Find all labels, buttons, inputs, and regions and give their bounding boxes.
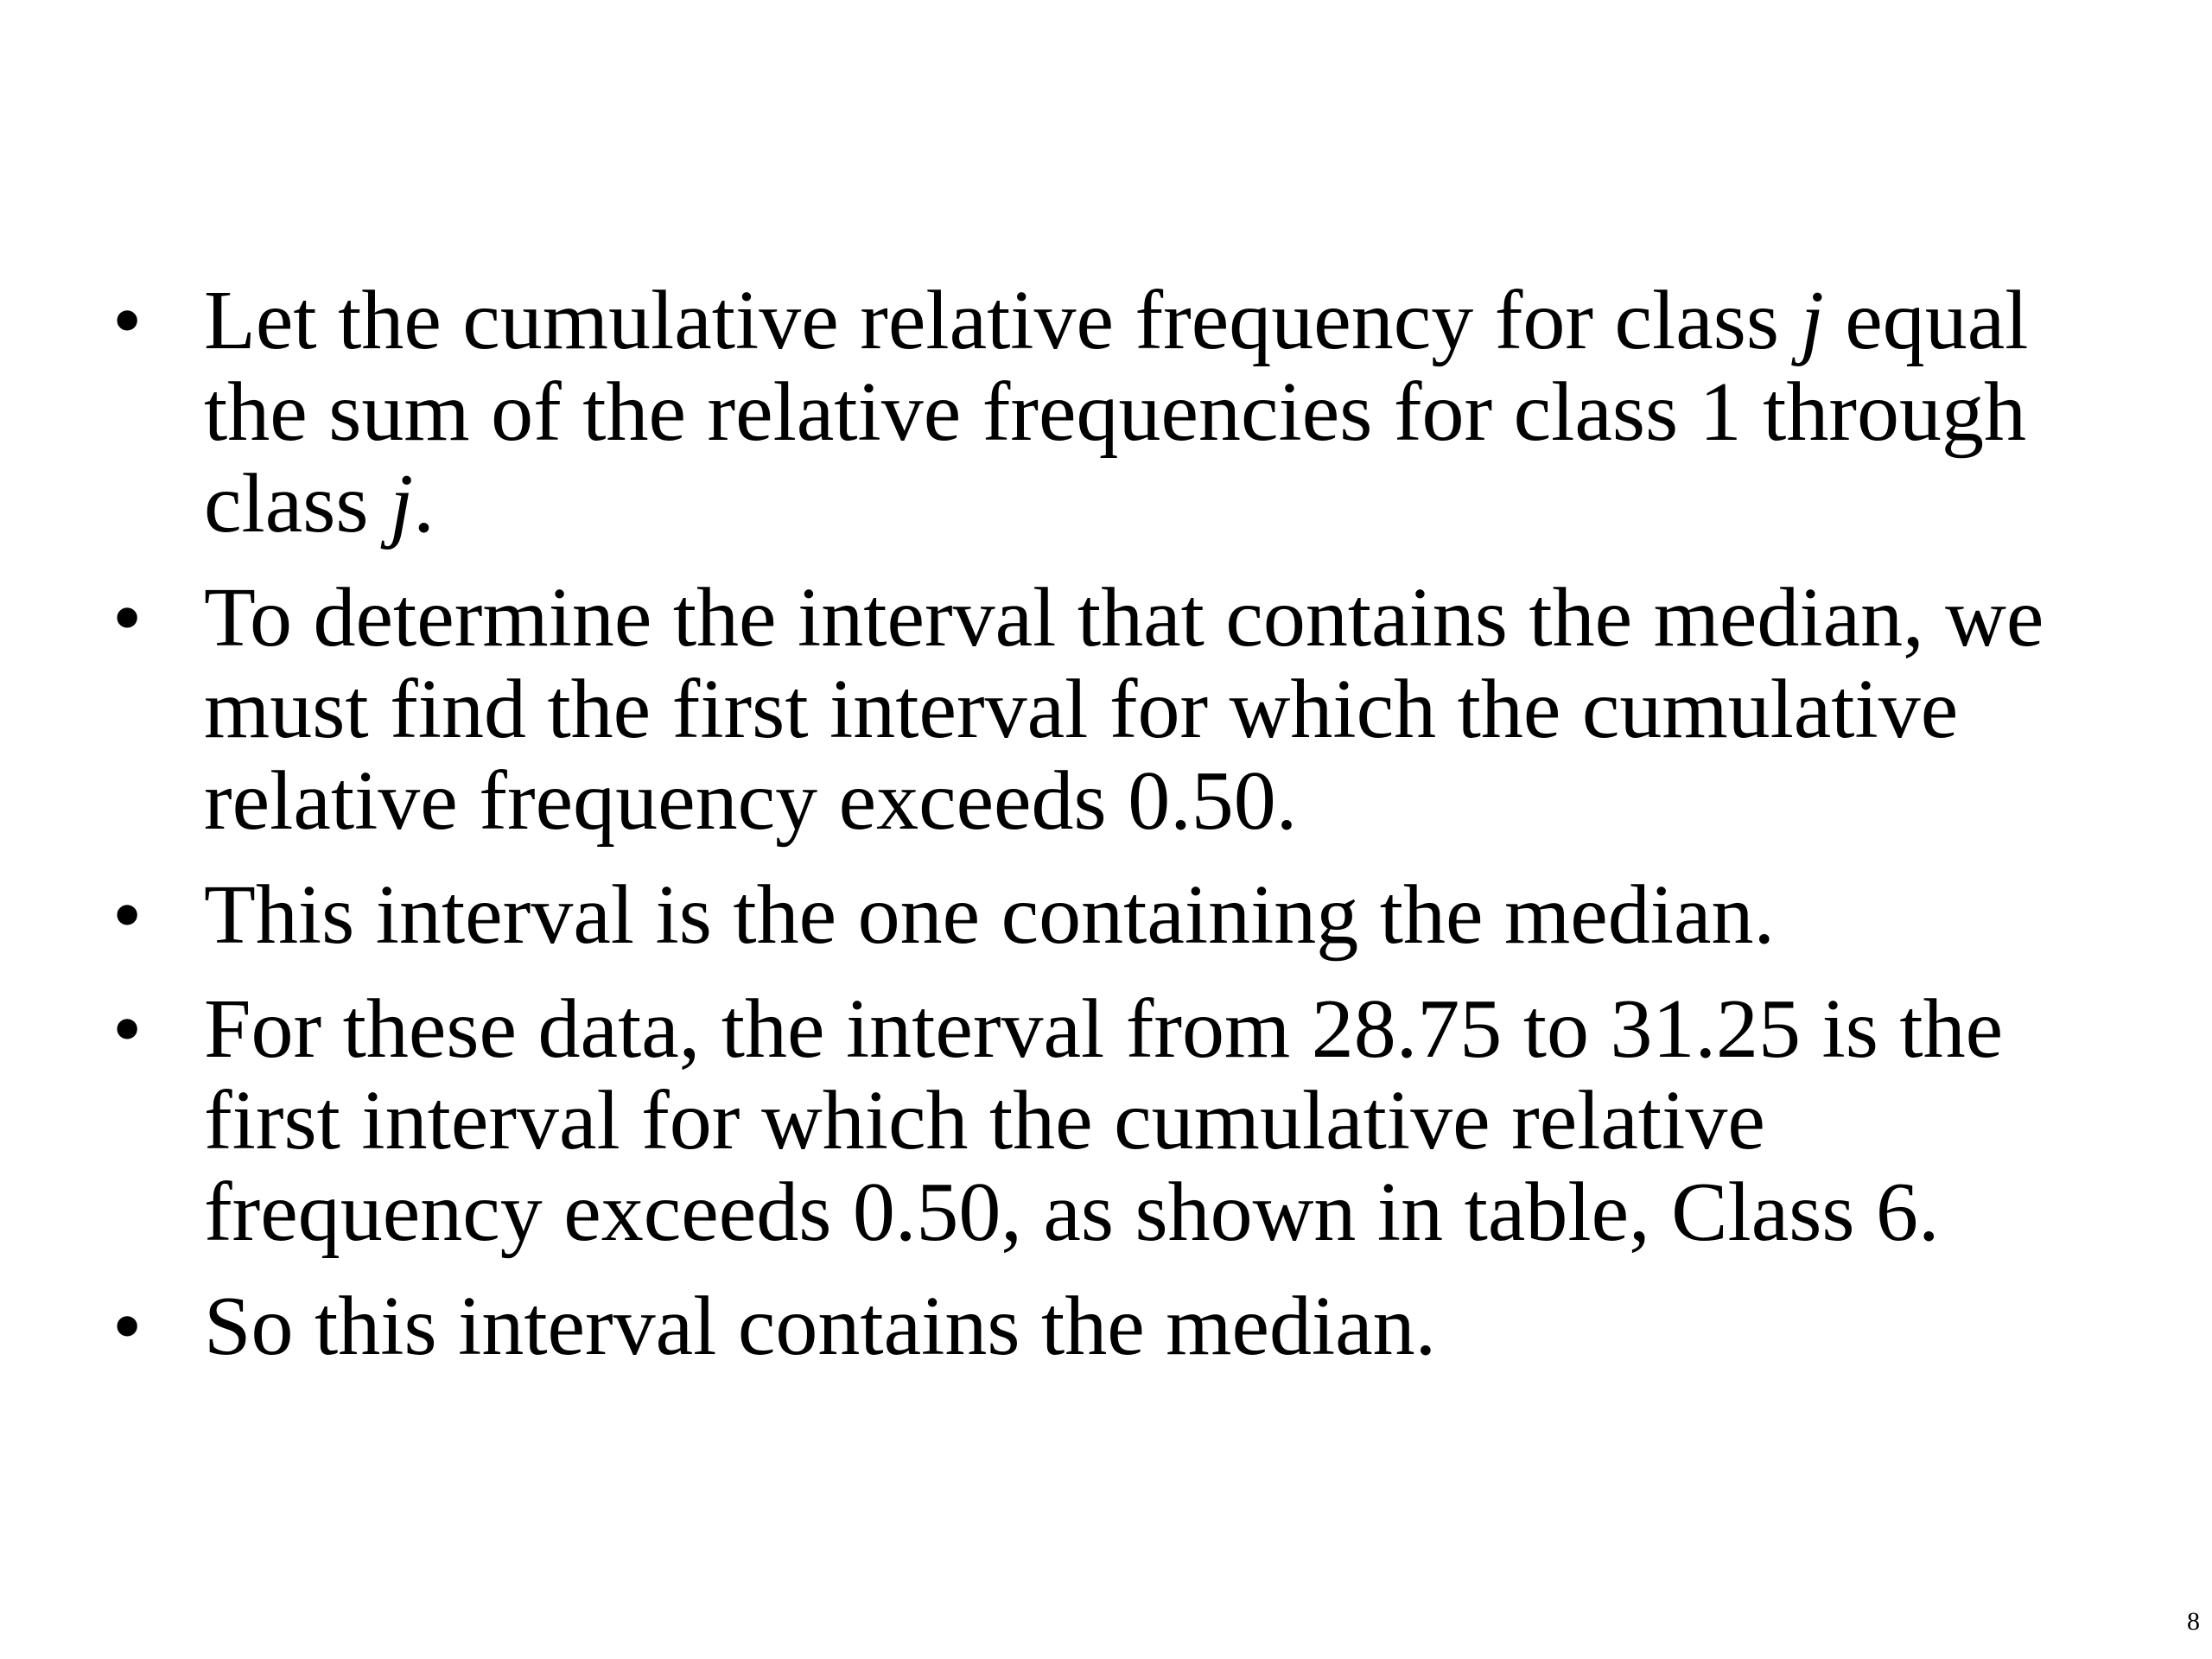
text-run: Let the cumulative relative frequency for class — [204, 274, 1801, 367]
bullet-text — [204, 1281, 2100, 1372]
bullet-text — [204, 869, 2100, 961]
bullet-item — [112, 869, 2100, 961]
bullet-text — [204, 275, 2100, 550]
bullet-icon: • — [112, 1280, 143, 1373]
bullet-icon: • — [112, 571, 143, 664]
italic-variable: j — [1800, 274, 1824, 367]
text-run: To determine the interval that contains the median, we must find the first interval for which the cumulative relative frequency exceeds 0.50. — [204, 571, 2044, 848]
italic-variable: j — [390, 457, 414, 550]
bullet-icon: • — [112, 868, 143, 962]
bullet-item — [112, 275, 2100, 550]
bullet-list — [112, 275, 2100, 1395]
text-run: So this interval contains the median. — [204, 1280, 1437, 1373]
text-run: This interval is the one containing the median. — [204, 868, 1775, 962]
bullet-item — [112, 1281, 2100, 1372]
bullet-icon: • — [112, 982, 143, 1076]
text-run: . — [413, 457, 435, 550]
page-number: 8 — [2187, 1607, 2200, 1636]
text-run: For these data, the interval from 28.75 to 31.25 is the first interval for which the cumulative relative frequency exceeds 0.50, as shown in table, Class 6. — [204, 982, 2004, 1259]
bullet-item — [112, 983, 2100, 1258]
text-run: equal the sum of the relative frequencies for class 1 through class — [204, 274, 2029, 550]
bullet-icon: • — [112, 274, 143, 367]
bullet-text — [204, 983, 2100, 1258]
bullet-text — [204, 572, 2100, 847]
bullet-item — [112, 572, 2100, 847]
